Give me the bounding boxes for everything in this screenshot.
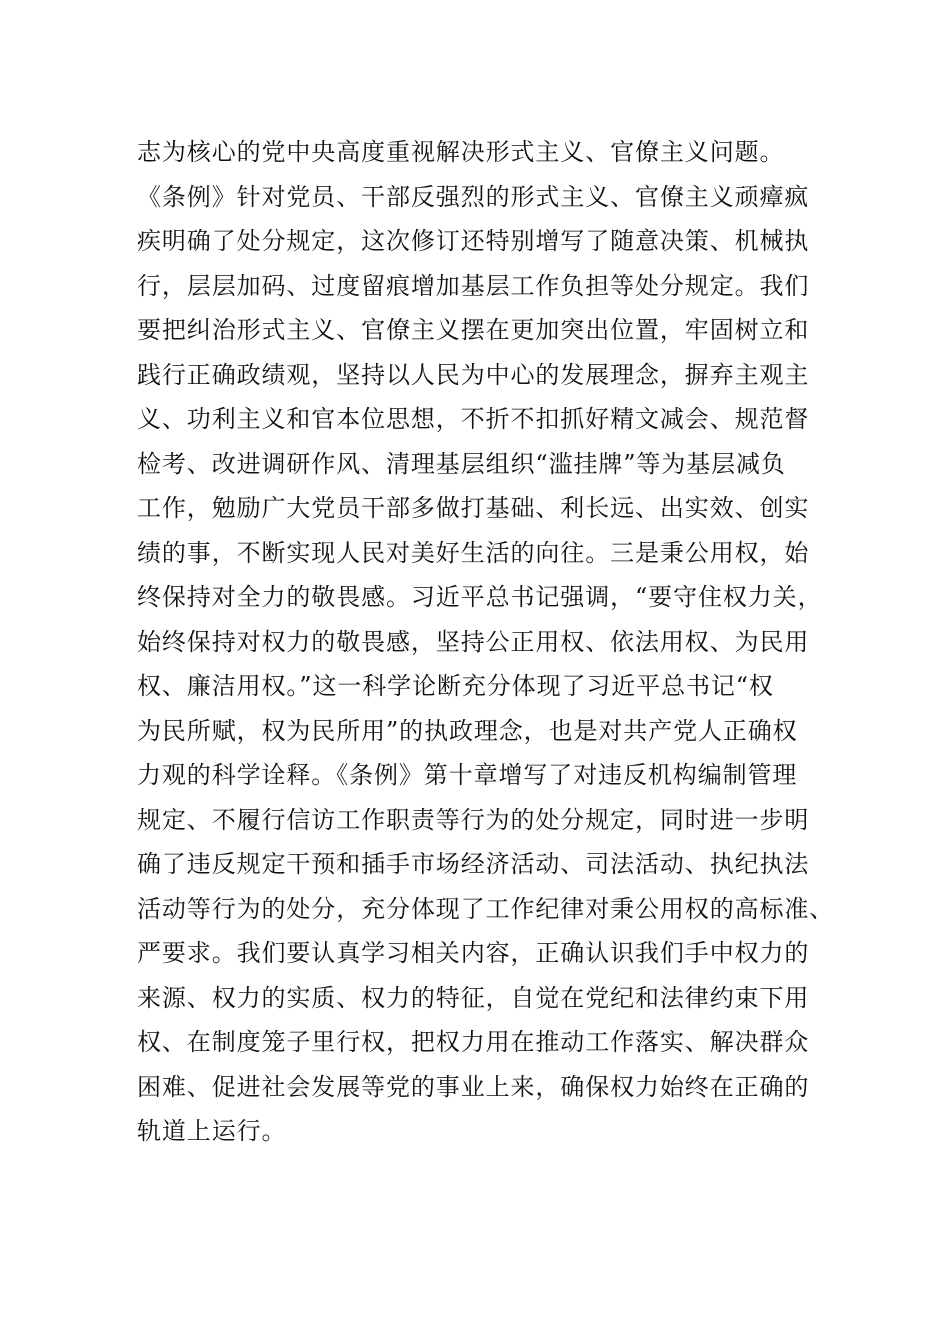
text-line: 检考、改进调研作风、清理基层组织“滥挂牌”等为基层减负: [137, 449, 786, 478]
text-line: 工作，勉励广大党员干部多做打基础、利长远、出实效、创实: [137, 494, 810, 522]
text-line: 活动等行为的处分，充分体现了工作纪律对秉公用权的高标准、: [137, 894, 835, 923]
text-line: 严要求。我们要认真学习相关内容，正确认识我们手中权力的: [137, 939, 810, 967]
text-line: 来源、权力的实质、权力的特征，自觉在党纪和法律约束下用: [137, 983, 810, 1012]
text-line: 践行正确政绩观，坚持以人民为中心的发展理念，摒弃主观主: [137, 360, 810, 389]
text-line: 行，层层加码、过度留痕增加基层工作负担等处分规定。我们: [137, 271, 810, 300]
text-line: 《条例》针对党员、干部反强烈的形式主义、官僚主义顽瘴疯: [137, 182, 810, 211]
text-line: 绩的事，不断实现人民对美好生活的向往。三是秉公用权，始: [137, 538, 810, 567]
text-line: 为民所赋，权为民所用”的执政理念，也是对共产党人正确权: [137, 716, 798, 745]
text-line: 义、功利主义和官本位思想，不折不扣抓好精文减会、规范督: [137, 405, 810, 433]
text-line: 要把纠治形式主义、官僚主义摆在更加突出位置，牢固树立和: [137, 316, 810, 344]
text-line: 轨道上运行。: [137, 1117, 287, 1145]
text-line: 力观的科学诠释。《条例》第十章增写了对违反机构编制管理: [137, 761, 798, 789]
text-line: 终保持对全力的敬畏感。习近平总书记强调，“要守住权力关，: [137, 583, 823, 611]
text-line: 志为核心的党中央高度重视解决形式主义、官僚主义问题。: [137, 138, 785, 166]
text-line: 困难、促进社会发展等党的事业上来，确保权力始终在正确的: [137, 1072, 810, 1101]
text-line: 始终保持对权力的敬畏感，坚持公正用权、依法用权、为民用: [137, 627, 810, 656]
body-text: [137, 130, 857, 1154]
text-line: 确了违反规定干预和插手市场经济活动、司法活动、执纪执法: [137, 850, 810, 878]
text-line: 疾明确了处分规定，这次修订还特别增写了随意决策、机械执: [137, 227, 810, 255]
text-line: 权、在制度笼子里行权，把权力用在推动工作落实、解决群众: [137, 1028, 810, 1056]
text-line: 权、廉洁用权。”这一科学论断充分体现了习近平总书记“权: [137, 672, 774, 700]
text-line: 规定、不履行信访工作职责等行为的处分规定，同时进一步明: [137, 805, 810, 834]
